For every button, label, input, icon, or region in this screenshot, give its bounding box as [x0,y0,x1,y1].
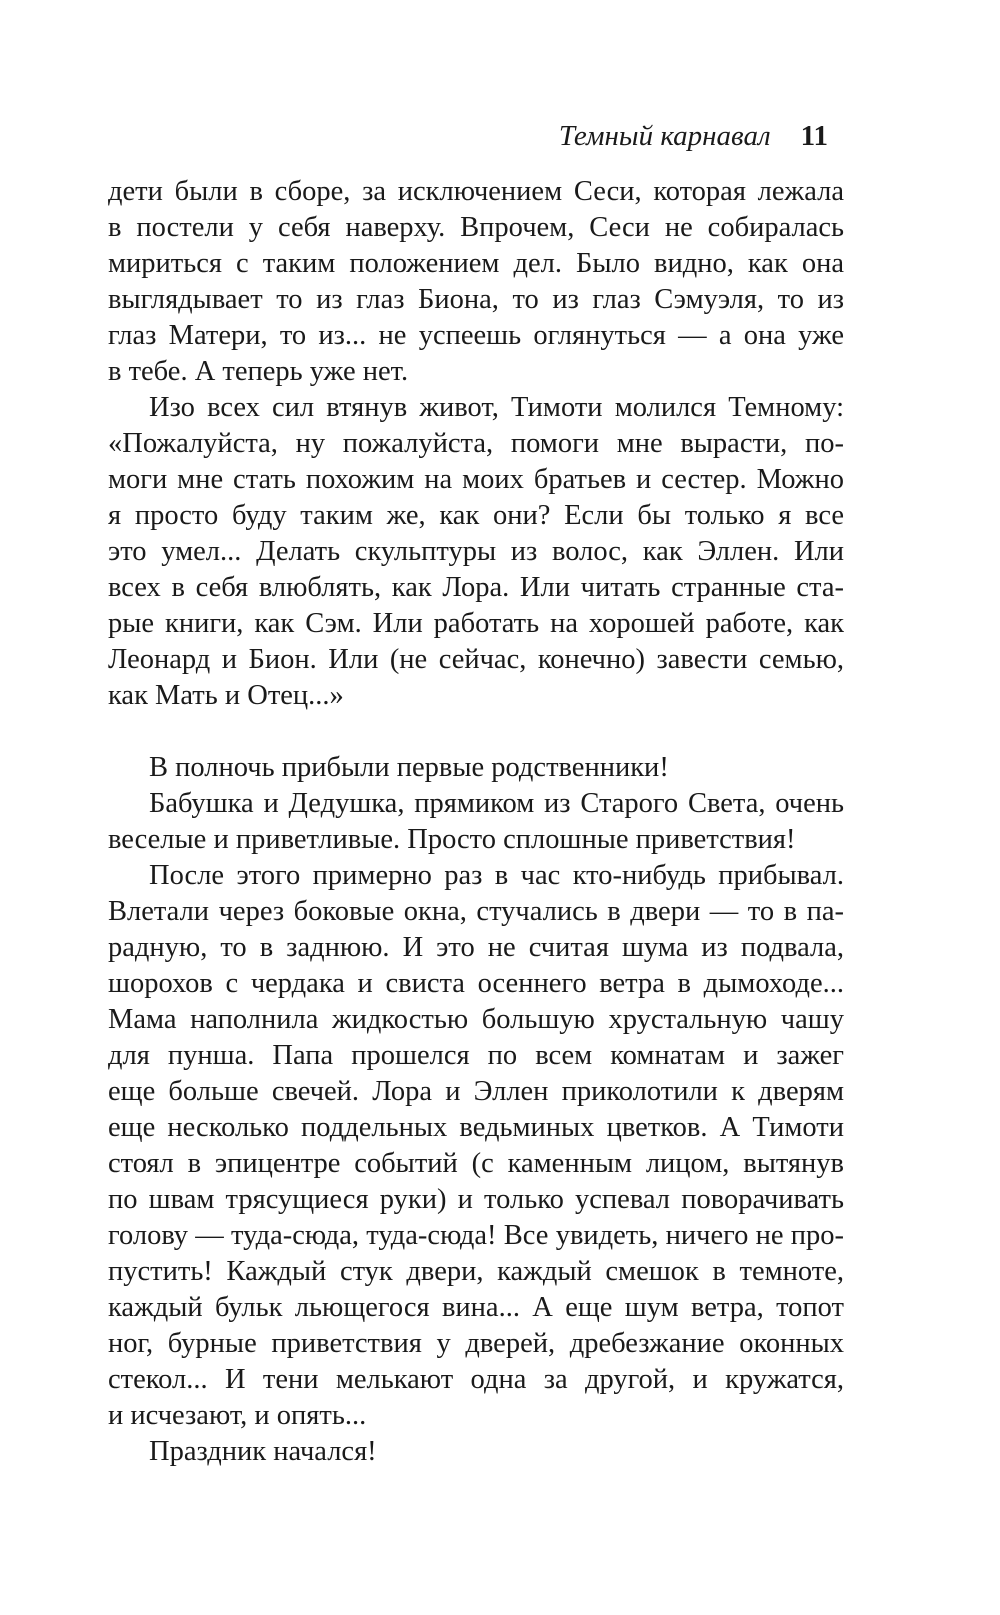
text-line: выглядывает то из глаз Биона, то из глаз Сэмуэля, то из [108,284,844,315]
text-line: Влетали через боковые окна, стучались в двери — то в па- [108,896,844,927]
text-line: глаз Матери, то из... не успеешь оглянуться — а она уже [108,320,844,351]
running-title: Темный карнавал [558,120,771,152]
text-line: для пунша. Папа прошелся по всем комнатам и зажег [108,1040,844,1071]
text-line: ног, бурные приветствия у дверей, дребезжание оконных [108,1328,844,1359]
text-line: стоял в эпицентре событий (с каменным лицом, вытянув [108,1148,844,1179]
text-line: это умел... Делать скульптуры из волос, как Эллен. Или [108,536,844,567]
text-line: Праздник начался! [149,1436,377,1467]
text-line: мириться с таким положением дел. Было видно, как она [108,248,844,279]
text-line: рые книги, как Сэм. Или работать на хорошей работе, как [108,608,844,639]
text-line: еще несколько поддельных ведьминых цветков. А Тимоти [108,1112,844,1143]
text-line: я просто буду таким же, как они? Если бы только я все [108,500,844,531]
text-line: голову — туда-сюда, туда-сюда! Все увидеть, ничего не про- [108,1220,844,1251]
text-line: в постели у себя наверху. Впрочем, Сеси не собиралась [108,212,844,243]
text-line: моги мне стать похожим на моих братьев и сестер. Можно [108,464,844,495]
text-line: и исчезают, и опять... [108,1400,367,1431]
body-text [108,174,844,1470]
text-line: дети были в сборе, за исключением Сеси, которая лежала [108,176,844,207]
text-line: всех в себя влюблять, как Лора. Или читать странные ста- [108,572,844,603]
page-number: 11 [800,120,828,152]
text-line: шорохов с чердака и свиста осеннего ветра в дымоходе... [108,968,844,999]
text-line: Мама наполнила жидкостью большую хрустальную чашу [108,1004,844,1035]
text-line: еще больше свечей. Лора и Эллен приколотили к дверям [108,1076,844,1107]
text-line: стекол... И тени мелькают одна за другой, и кружатся, [108,1364,844,1395]
text-line: Леонард и Бион. Или (не сейчас, конечно) завести семью, [108,644,844,675]
text-line: веселые и приветливые. Просто сплошные приветствия! [108,824,796,855]
text-line: радную, то в заднюю. И это не считая шума из подвала, [108,932,844,963]
text-line: В полночь прибыли первые родственники! [149,752,669,783]
text-line: Бабушка и Дедушка, прямиком из Старого Света, очень [149,788,844,819]
text-line: в тебе. А теперь уже нет. [108,356,409,387]
section-break [108,714,844,750]
running-head [559,118,828,154]
text-line: Изо всех сил втянув живот, Тимоти молился Темному: [149,392,844,423]
text-line: «Пожалуйста, ну пожалуйста, помоги мне вырасти, по- [108,428,844,459]
text-line: по швам трясущиеся руки) и только успевал поворачивать [108,1184,844,1215]
text-line: пустить! Каждый стук двери, каждый смешок в темноте, [108,1256,844,1287]
text-line: как Мать и Отец...» [108,680,344,711]
text-line: После этого примерно раз в час кто-нибудь прибывал. [149,860,844,891]
text-line: каждый бульк льющегося вина... А еще шум ветра, топот [108,1292,844,1323]
